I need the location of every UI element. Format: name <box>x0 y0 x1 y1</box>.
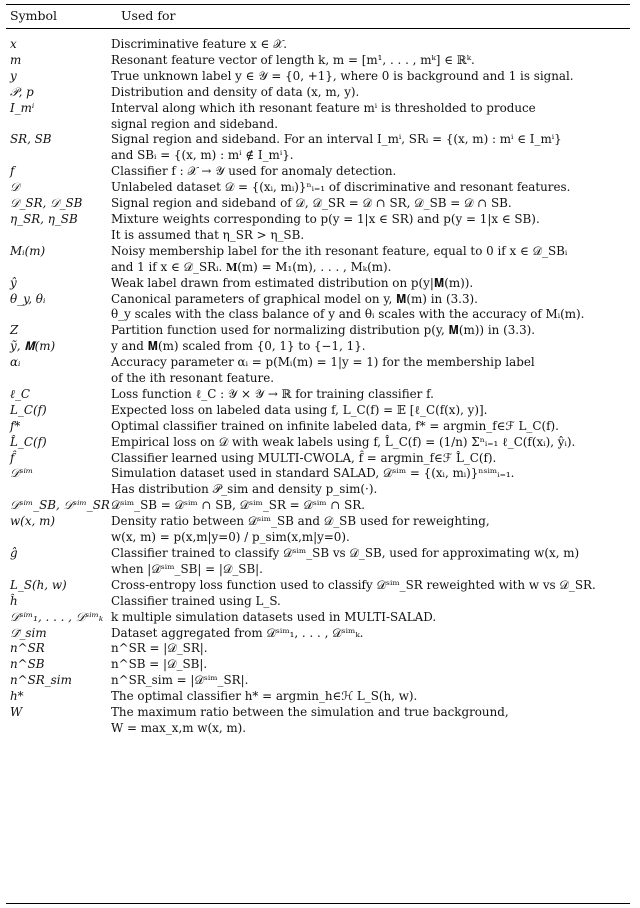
table-row <box>0 594 640 610</box>
symbol-cell: 𝒟ˢⁱᵐ <box>10 466 34 481</box>
table-row-continuation <box>0 562 640 578</box>
symbol-cell: η_SR, η_SB <box>10 211 78 226</box>
table-row <box>0 546 640 562</box>
description-cell: Density ratio between 𝒟ˢⁱᵐ_SB and 𝒟_SB used for reweighting, <box>111 514 490 529</box>
description-cell: Interval along which ith resonant feature mⁱ is thresholded to produce <box>111 100 536 115</box>
description-cell: The maximum ratio between the simulation and true background, <box>111 705 509 720</box>
symbol-cell: αᵢ <box>10 355 21 370</box>
table-row <box>0 498 640 514</box>
description-cell: Signal region and sideband. For an interval I_mⁱ, SRᵢ = {(x, m) : mⁱ ∈ I_mⁱ} <box>111 132 562 147</box>
symbol-cell: L_C(f) <box>10 402 47 417</box>
symbol-cell <box>0 117 111 133</box>
description-cell: Simulation dataset used in standard SALAD, 𝒟ˢⁱᵐ = {(xᵢ, mᵢ)}ⁿˢⁱᵐᵢ₌₁. <box>111 466 515 481</box>
symbol-cell: θ_y, θᵢ <box>10 291 46 306</box>
description-cell: Expected loss on labeled data using f, L_C(f) = 𝔼 [ℓ_C(f(x), y)]. <box>111 402 488 417</box>
description-cell: Canonical parameters of graphical model on y, 𝐌(m) in (3.3). <box>111 291 478 306</box>
table-row <box>0 212 640 228</box>
symbol-cell: m <box>10 52 22 67</box>
table-row <box>0 276 640 292</box>
symbol-cell <box>0 562 111 578</box>
symbol-cell: Mᵢ(m) <box>10 243 46 258</box>
symbol-cell: f <box>10 164 15 179</box>
symbol-cell: 𝒟ˢⁱᵐ_SB, 𝒟ˢⁱᵐ_SR <box>10 498 110 513</box>
description-cell: The optimal classifier h* = argmin_h∈ℋ L_S(h, w). <box>111 689 418 704</box>
description-cell: Dataset aggregated from 𝒟ˢⁱᵐ₁, . . . , 𝒟ˢⁱᵐₖ. <box>111 625 364 640</box>
description-cell: Classifier learned using MULTI-CWOLA, f̂ = argmin_f∈ℱ L̂_C(f). <box>111 450 497 465</box>
description-cell: It is assumed that η_SR > η_SB. <box>111 227 305 242</box>
table-row <box>0 180 640 196</box>
description-cell: Classifier f : 𝒳 → 𝒴 used for anomaly detection. <box>111 164 397 179</box>
description-cell: Weak label drawn from estimated distribution on p(y|𝐌(m)). <box>111 275 474 290</box>
description-cell: of the ith resonant feature. <box>111 371 275 386</box>
description-cell: Classifier trained to classify 𝒟ˢⁱᵐ_SB vs 𝒟_SB, used for approximating w(x, m) <box>111 546 580 560</box>
symbol-cell: 𝒟̃_sim <box>10 625 47 640</box>
description-cell: Unlabeled dataset 𝒟 = {(xᵢ, mᵢ)}ⁿᵢ₌₁ of discriminative and resonant features. <box>111 180 571 195</box>
table-row-continuation <box>0 307 640 323</box>
table-row <box>0 626 640 642</box>
table-row <box>0 641 640 657</box>
table-row <box>0 610 640 626</box>
table-row <box>0 196 640 212</box>
symbol-cell: n^SR_sim <box>10 673 72 688</box>
description-cell: Mixture weights corresponding to p(y = 1|x ∈ SR) and p(y = 1|x ∈ SB). <box>111 211 540 226</box>
symbol-cell: I_mⁱ <box>10 100 35 115</box>
table-row <box>0 355 640 371</box>
description-cell: signal region and sideband. <box>111 116 279 131</box>
table-row <box>0 69 640 85</box>
symbol-cell: n^SR <box>10 641 45 656</box>
description-cell: 𝒟ˢⁱᵐ_SB = 𝒟ˢⁱᵐ ∩ SB, 𝒟ˢⁱᵐ_SR = 𝒟ˢⁱᵐ ∩ SR. <box>111 498 366 513</box>
symbol-cell <box>0 148 111 164</box>
description-cell: and SBᵢ = {(x, m) : mⁱ ∉ I_mⁱ}. <box>111 148 294 163</box>
table-row <box>0 689 640 705</box>
table-row <box>0 101 640 117</box>
description-cell: Discriminative feature x ∈ 𝒳. <box>111 37 288 51</box>
table-row-continuation <box>0 721 640 737</box>
symbol-cell: f̂ <box>10 450 15 465</box>
header-symbol: Symbol <box>10 8 58 23</box>
description-cell: True unknown label y ∈ 𝒴 = {0, +1}, where 0 is background and 1 is signal. <box>111 68 574 83</box>
symbol-cell <box>0 530 111 546</box>
description-cell: Resonant feature vector of length k, m = [m¹, . . . , mᵏ] ∈ ℝᵏ. <box>111 52 475 67</box>
symbol-cell <box>0 371 111 387</box>
table-row <box>0 514 640 530</box>
symbol-cell: L̂_C(f) <box>10 434 47 449</box>
symbol-cell: ĝ <box>10 546 18 560</box>
notation-table <box>0 37 640 737</box>
table-row-continuation <box>0 117 640 133</box>
symbol-cell: 𝒫, p <box>10 84 34 99</box>
symbol-cell: y <box>10 68 17 83</box>
description-cell: W = max_x,m w(x, m). <box>111 720 247 735</box>
top-rule <box>6 4 630 5</box>
symbol-cell: 𝒟 <box>10 180 20 195</box>
table-row <box>0 435 640 451</box>
table-row <box>0 466 640 482</box>
description-cell: θ_y scales with the class balance of y and θᵢ scales with the accuracy of Mᵢ(m). <box>111 307 585 322</box>
symbol-cell: n^SB <box>10 657 45 672</box>
description-cell: Cross-entropy loss function used to classify 𝒟ˢⁱᵐ_SR reweighted with w vs 𝒟_SR. <box>111 577 596 592</box>
description-cell: w(x, m) = p(x,m|y=0) / p_sim(x,m|y=0). <box>111 530 350 545</box>
description-cell: y and 𝐌(m) scaled from {0, 1} to {−1, 1}. <box>111 339 366 354</box>
table-row <box>0 419 640 435</box>
table-row-continuation <box>0 482 640 498</box>
table-row <box>0 705 640 721</box>
table-row <box>0 323 640 339</box>
table-row <box>0 164 640 180</box>
symbol-cell: W <box>10 705 23 720</box>
description-cell: n^SR = |𝒟_SR|. <box>111 641 208 656</box>
table-row <box>0 244 640 260</box>
description-cell: Distribution and density of data (x, m, y). <box>111 84 360 99</box>
symbol-cell: h* <box>10 689 24 704</box>
symbol-cell: f* <box>10 418 21 433</box>
bottom-rule <box>6 903 630 904</box>
description-cell: n^SB = |𝒟_SB|. <box>111 657 208 672</box>
symbol-cell: SR, SB <box>10 132 52 147</box>
symbol-cell: ĥ <box>10 593 18 608</box>
description-cell: Loss function ℓ_C : 𝒴 × 𝒴 → ℝ for training classifier f. <box>111 386 434 401</box>
table-row-continuation <box>0 371 640 387</box>
symbol-cell: x <box>10 37 17 51</box>
symbol-cell <box>0 482 111 498</box>
table-row <box>0 132 640 148</box>
description-cell: Empirical loss on 𝒟 with weak labels using f, L̂_C(f) = (1/n) Σⁿᵢ₌₁ ℓ_C(f(xᵢ), ŷᵢ). <box>111 434 576 449</box>
symbol-cell: Z <box>10 323 19 338</box>
table-row <box>0 85 640 101</box>
table-row <box>0 53 640 69</box>
symbol-cell <box>0 228 111 244</box>
table-row <box>0 657 640 673</box>
table-row-continuation <box>0 228 640 244</box>
symbol-cell: ℓ_C <box>10 386 30 401</box>
symbol-cell: 𝒟ˢⁱᵐ₁, . . . , 𝒟ˢⁱᵐₖ <box>10 609 104 624</box>
description-cell: Classifier trained using L_S. <box>111 593 281 608</box>
symbol-cell: w(x, m) <box>10 514 55 529</box>
table-row <box>0 578 640 594</box>
header-used-for: Used for <box>121 8 176 23</box>
table-row-continuation <box>0 530 640 546</box>
table-row-continuation <box>0 260 640 276</box>
table-row <box>0 451 640 467</box>
symbol-cell: ŷ <box>10 275 17 290</box>
description-cell: n^SR_sim = |𝒟ˢⁱᵐ_SR|. <box>111 673 249 688</box>
description-cell: k multiple simulation datasets used in MULTI-SALAD. <box>111 609 437 624</box>
description-cell: when |𝒟ˢⁱᵐ_SB| = |𝒟_SB|. <box>111 561 263 576</box>
table-row <box>0 673 640 689</box>
symbol-cell <box>0 721 111 737</box>
header-rule <box>6 28 630 29</box>
table-row <box>0 292 640 308</box>
symbol-cell <box>0 260 111 276</box>
table-row <box>0 387 640 403</box>
table-row-continuation <box>0 148 640 164</box>
description-cell: Has distribution 𝒫_sim and density p_sim(·). <box>111 482 378 497</box>
description-cell: Signal region and sideband of 𝒟, 𝒟_SR = 𝒟 ∩ SR, 𝒟_SB = 𝒟 ∩ SB. <box>111 196 512 211</box>
description-cell: Partition function used for normalizing distribution p(y, 𝐌(m)) in (3.3). <box>111 323 536 338</box>
symbol-cell <box>0 307 111 323</box>
symbol-cell: 𝒟_SR, 𝒟_SB <box>10 196 83 211</box>
table-row <box>0 403 640 419</box>
symbol-cell: ỹ, 𝐌̃(m) <box>10 339 56 354</box>
description-cell: and 1 if x ∈ 𝒟_SRᵢ. 𝐌(m) = M₁(m), . . . , Mₖ(m). <box>111 259 392 274</box>
table-row <box>0 37 640 53</box>
symbol-cell: L_S(h, w) <box>10 577 67 592</box>
description-cell: Noisy membership label for the ith resonant feature, equal to 0 if x ∈ 𝒟_SBᵢ <box>111 243 568 258</box>
description-cell: Optimal classifier trained on infinite labeled data, f* = argmin_f∈ℱ L_C(f). <box>111 418 559 433</box>
table-row <box>0 339 640 355</box>
description-cell: Accuracy parameter αᵢ = p(Mᵢ(m) = 1|y = 1) for the membership label <box>111 355 535 370</box>
